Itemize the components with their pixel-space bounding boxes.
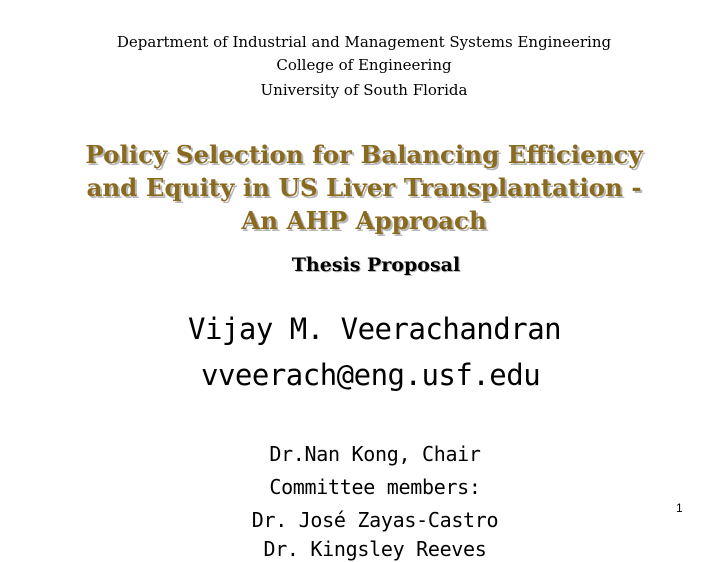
committee-member-1: Dr. José Zayas-Castro [251, 508, 499, 532]
committee-label: Committee members: [269, 475, 481, 499]
committee-member-2: Dr. Kingsley Reeves [263, 537, 487, 561]
title-line-3: An AHP Approach [241, 206, 487, 235]
university-text: University of South Florida [260, 81, 468, 99]
author-email: vveerach@eng.usf.edu [201, 358, 541, 392]
slide-subtitle: Thesis Proposal [291, 254, 461, 276]
committee-chair: Dr.Nan Kong, Chair [269, 442, 481, 466]
college-text: College of Engineering [276, 56, 452, 74]
author-name: Vijay M. Veerachandran [188, 312, 562, 346]
title-line-2: and Equity in US Liver Transplantation - [86, 173, 642, 202]
title-line-1: Policy Selection for Balancing Efficiency [85, 140, 643, 169]
page-number: 1 [676, 501, 683, 515]
slide-title [40, 138, 688, 237]
department-text: Department of Industrial and Management Systems Engineering [116, 33, 612, 51]
